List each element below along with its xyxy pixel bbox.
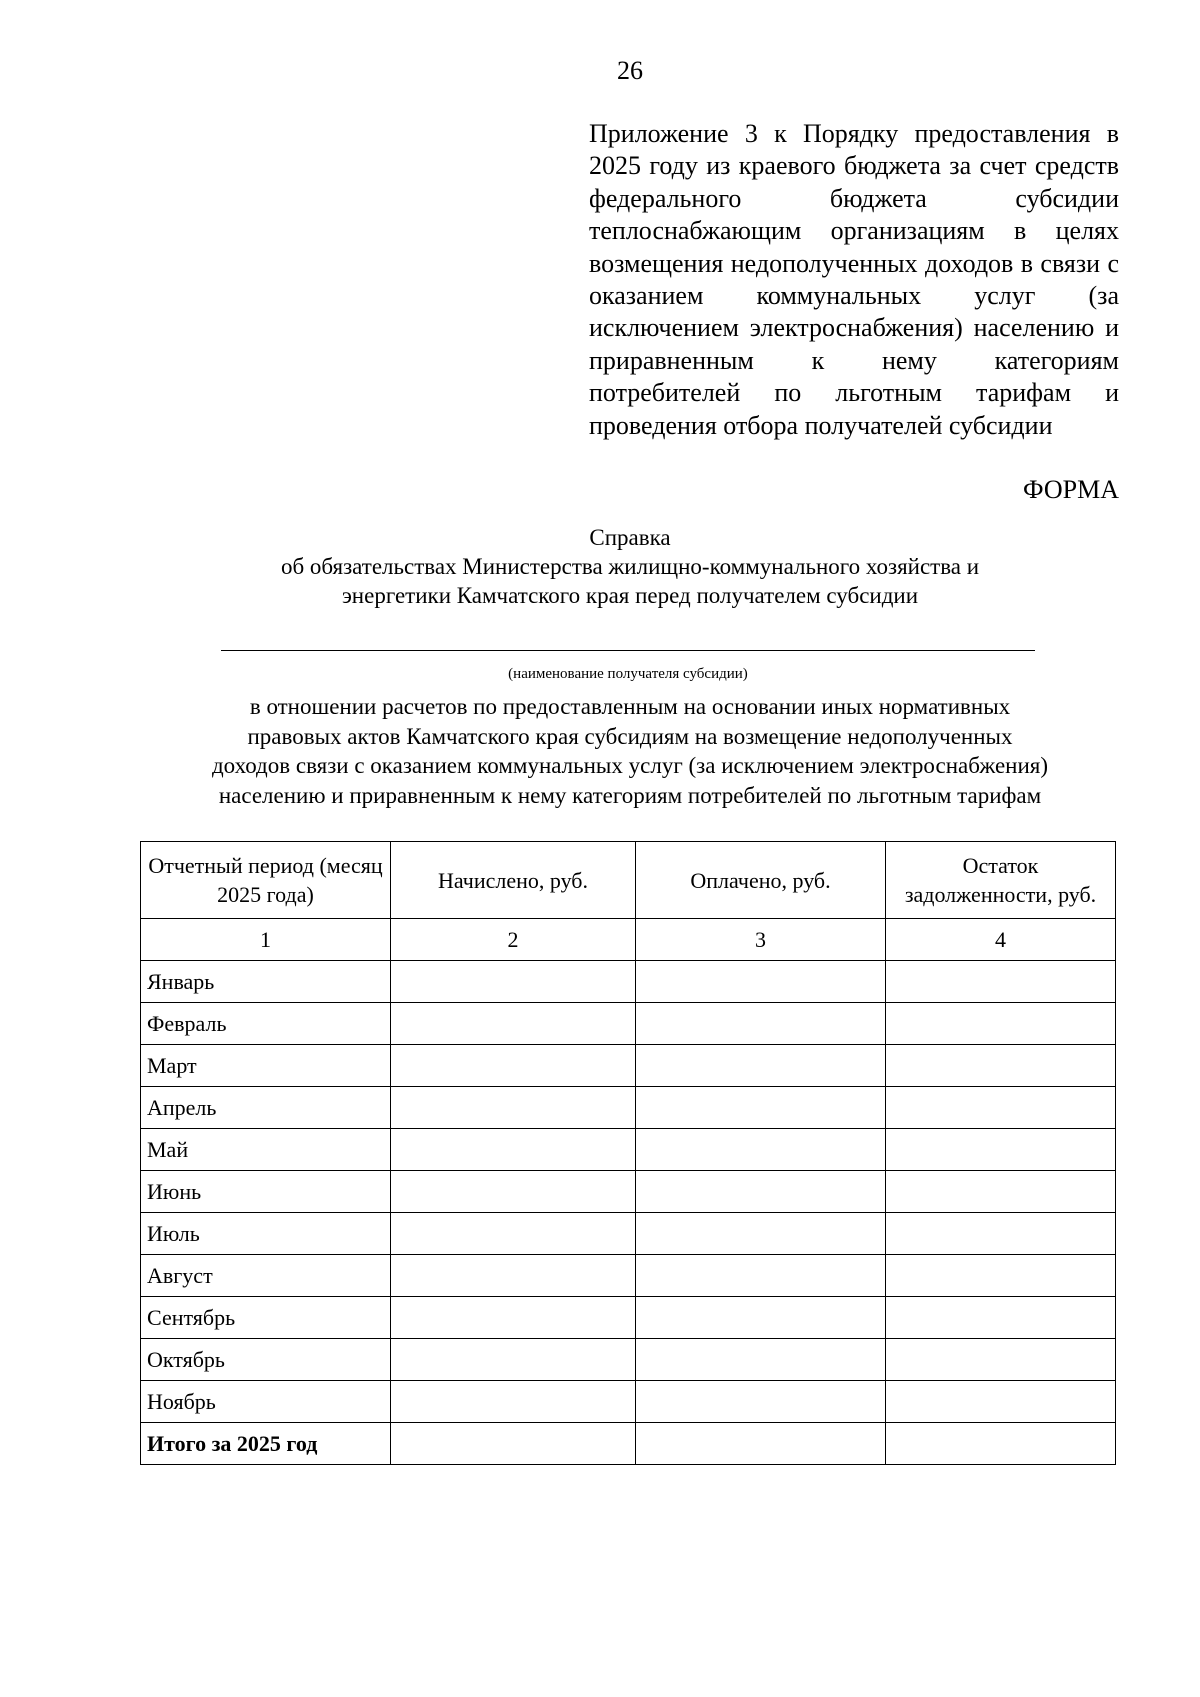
- month-label: Июль: [141, 1213, 391, 1255]
- paid-cell[interactable]: [636, 1171, 886, 1213]
- table-row: [141, 1339, 1116, 1381]
- accrued-cell[interactable]: [391, 1129, 636, 1171]
- month-label: Ноябрь: [141, 1381, 391, 1423]
- column-number: 3: [636, 919, 886, 961]
- paid-cell[interactable]: [636, 1045, 886, 1087]
- relation-line-2: правовых актов Камчатского края субсидиям на возмещение недополученных: [247, 723, 1013, 749]
- accrued-cell[interactable]: [391, 1297, 636, 1339]
- relation-line-1: в отношении расчетов по предоставленным на основании иных нормативных: [249, 694, 1011, 719]
- form-label: ФОРМА: [1023, 475, 1119, 504]
- month-label: Июнь: [141, 1171, 391, 1213]
- header-balance: Остаток задолженности, руб.: [886, 842, 1116, 919]
- balance-cell[interactable]: [886, 1297, 1116, 1339]
- paid-cell[interactable]: [636, 1087, 886, 1129]
- recipient-caption: (наименование получателя субсидии): [508, 666, 748, 682]
- accrued-total-cell[interactable]: [391, 1423, 636, 1465]
- column-number: 2: [391, 919, 636, 961]
- balance-cell[interactable]: [886, 1129, 1116, 1171]
- balance-cell[interactable]: [886, 1171, 1116, 1213]
- paid-cell[interactable]: [636, 961, 886, 1003]
- month-label: Август: [141, 1255, 391, 1297]
- accrued-cell[interactable]: [391, 1171, 636, 1213]
- month-label: Сентябрь: [141, 1297, 391, 1339]
- paid-cell[interactable]: [636, 1339, 886, 1381]
- title-line-2: об обязательствах Министерства жилищно-коммунального хозяйства и: [280, 554, 980, 579]
- table-row: [141, 961, 1116, 1003]
- table-row: [141, 1297, 1116, 1339]
- month-label: Апрель: [141, 1087, 391, 1129]
- accrued-cell[interactable]: [391, 1255, 636, 1297]
- column-number: 1: [141, 919, 391, 961]
- header-paid: Оплачено, руб.: [636, 842, 886, 919]
- page-number: 26: [617, 56, 643, 85]
- obligations-table: [140, 841, 1116, 1465]
- paid-cell[interactable]: [636, 1297, 886, 1339]
- balance-cell[interactable]: [886, 1003, 1116, 1045]
- title-line-3: энергетики Камчатского края перед получателем субсидии: [341, 583, 919, 608]
- balance-cell[interactable]: [886, 1339, 1116, 1381]
- accrued-cell[interactable]: [391, 1003, 636, 1045]
- table-row: [141, 1255, 1116, 1297]
- header-period: Отчетный период (месяц 2025 года): [141, 842, 391, 919]
- title-line-1: Справка: [589, 525, 671, 550]
- balance-cell[interactable]: [886, 1213, 1116, 1255]
- accrued-cell[interactable]: [391, 1045, 636, 1087]
- balance-cell[interactable]: [886, 1045, 1116, 1087]
- relation-line-3: доходов связи с оказанием коммунальных услуг (за исключением электроснабжения): [211, 753, 1049, 778]
- recipient-name-line[interactable]: [221, 650, 1035, 651]
- accrued-cell[interactable]: [391, 1213, 636, 1255]
- document-title: [100, 523, 1160, 610]
- relation-paragraph: [130, 692, 1130, 810]
- total-label: Итого за 2025 год: [141, 1423, 391, 1465]
- month-label: Май: [141, 1129, 391, 1171]
- month-label: Октябрь: [141, 1339, 391, 1381]
- accrued-cell[interactable]: [391, 1381, 636, 1423]
- table-row: [141, 1003, 1116, 1045]
- appendix-note: Приложение 3 к Порядку предоставления в 2025 году из краевого бюджета за счет средств федерального бюджета субсидии теплоснабжающим организациям в целях возмещения недополученных доходов в связи с оказанием коммунальных услуг (за исключением электроснабжения) населению и приравненным к нему категориям потребителей по льготным тарифам и проведения отбора получателей субсидии: [589, 119, 1119, 440]
- column-numbers-row: [141, 919, 1116, 961]
- paid-cell[interactable]: [636, 1255, 886, 1297]
- table-row: [141, 1381, 1116, 1423]
- column-number: 4: [886, 919, 1116, 961]
- table-row: [141, 1087, 1116, 1129]
- paid-cell[interactable]: [636, 1381, 886, 1423]
- table-row: [141, 1213, 1116, 1255]
- accrued-cell[interactable]: [391, 961, 636, 1003]
- paid-cell[interactable]: [636, 1003, 886, 1045]
- balance-cell[interactable]: [886, 1381, 1116, 1423]
- paid-cell[interactable]: [636, 1213, 886, 1255]
- header-accrued: Начислено, руб.: [391, 842, 636, 919]
- paid-cell[interactable]: [636, 1129, 886, 1171]
- accrued-cell[interactable]: [391, 1339, 636, 1381]
- balance-cell[interactable]: [886, 1255, 1116, 1297]
- relation-line-4: населению и приравненным к нему категориям потребителей по льготным тарифам: [218, 782, 1042, 808]
- table-row: [141, 1171, 1116, 1213]
- balance-cell[interactable]: [886, 961, 1116, 1003]
- month-label: Февраль: [141, 1003, 391, 1045]
- accrued-cell[interactable]: [391, 1087, 636, 1129]
- table-row: [141, 1045, 1116, 1087]
- balance-cell[interactable]: [886, 1087, 1116, 1129]
- total-row: [141, 1423, 1116, 1465]
- paid-total-cell[interactable]: [636, 1423, 886, 1465]
- balance-total-cell[interactable]: [886, 1423, 1116, 1465]
- month-label: Март: [141, 1045, 391, 1087]
- table-row: [141, 1129, 1116, 1171]
- month-label: Январь: [141, 961, 391, 1003]
